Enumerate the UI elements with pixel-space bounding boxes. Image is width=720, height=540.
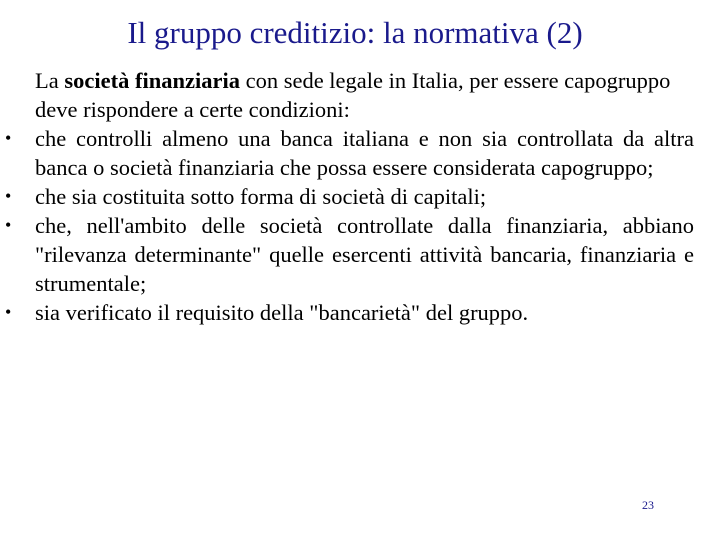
bullet-text: sia verificato il requisito della "bancarietà" del gruppo. [35,300,529,325]
bullet-text: che controlli almeno una banca italiana e non sia controllata da altra banca o società finanziaria che possa essere considerata capogruppo; [35,126,694,180]
intro-prefix: La [35,68,65,93]
bullet-item [5,298,694,327]
bullet-icon: • [5,128,12,148]
bullet-item [5,124,694,182]
bullet-text: che sia costituita sotto forma di società di capitali; [35,184,487,209]
bullet-text: che, nell'ambito delle società controllate dalla finanziaria, abbiano "rilevanza determinante" quelle esercenti attività bancaria, finanziaria e strumentale; [35,213,694,296]
bullet-item [5,211,694,298]
bullet-icon: • [5,302,12,322]
bullet-list [5,124,694,327]
slide-title: Il gruppo creditizio: la normativa (2) [127,15,583,50]
bullet-icon: • [5,186,12,206]
intro-paragraph [35,66,694,124]
bullet-icon: • [5,215,12,235]
slide-body [5,66,694,327]
intro-suffix: con sede legale in Italia, per essere capogruppo deve rispondere a certe condizioni: [35,68,671,122]
page-number: 23 [642,498,654,512]
bullet-item [5,182,694,211]
intro-bold-term: società finanziaria [64,68,240,93]
